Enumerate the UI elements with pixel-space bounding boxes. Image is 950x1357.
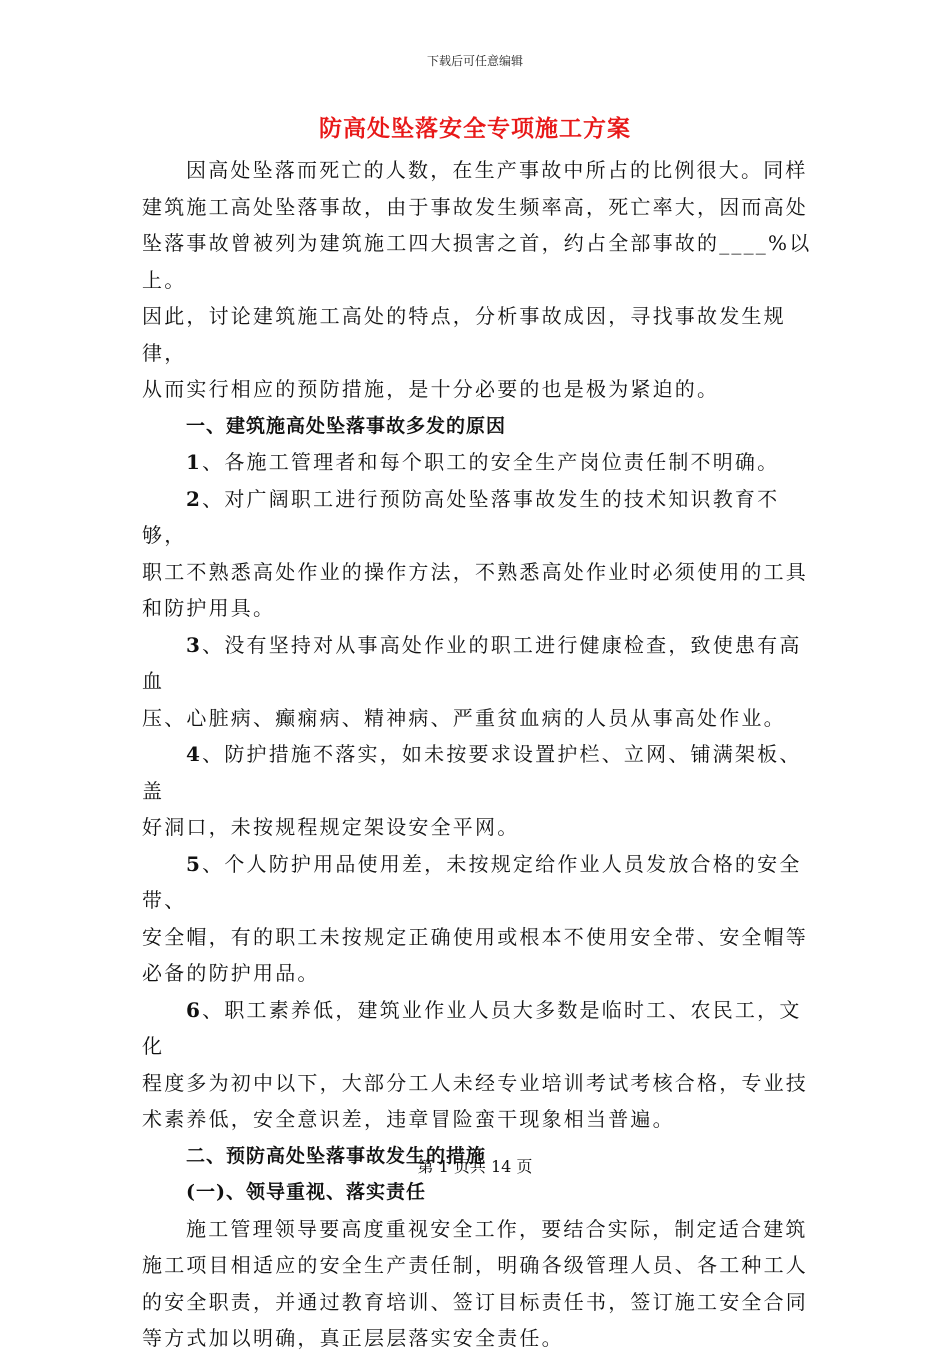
cause-item-2-number: 2: [186, 486, 203, 511]
section2-subheading: (一)、领导重视、落实责任: [186, 1181, 426, 1203]
cause-item-2: [142, 481, 814, 627]
cause-item-4-text: 、防护措施不落实，如未按要求设置护栏、立网、铺满架板、盖 好洞口，未按规程规定架设安全平网。: [142, 742, 802, 839]
cause-item-4: [142, 736, 814, 846]
cause-item-1-number: 1: [186, 450, 203, 474]
section1-heading: 一、建筑施高处坠落事故多发的原因: [186, 414, 507, 437]
cause-item-5-text: 、个人防护用品使用差，未按规定给作业人员发放合格的安全带、 安全帽，有的职工未按规定正确使用或根本不使用安全带、安全帽等 必备的防护用品。: [142, 851, 808, 985]
document-title: 防高处坠落安全专项施工方案: [319, 115, 631, 142]
header-note: 下载后可任意编辑: [426, 54, 523, 68]
cause-item-5-number: 5: [186, 851, 203, 876]
cause-item-6-text: 、职工素养低，建筑业作业人员大多数是临时工、农民工，文化 程度多为初中以下，大部分工人未经专业培训考试考核合格，专业技 术素养低，安全意识差，违章冒险蛮干现象相当普遍。: [142, 997, 808, 1131]
cause-item-6: [142, 992, 814, 1138]
cause-item-3: [142, 627, 814, 737]
cause-item-1: [142, 444, 814, 481]
section2-heading: 二、预防高处坠落事故发生的措施: [186, 1144, 487, 1167]
cause-item-6-number: 6: [186, 997, 203, 1022]
section2-paragraph: 施工管理领导要高度重视安全工作，要结合实际，制定适合建筑 施工项目相适应的安全生产责任制，明确各级管理人员、各工种工人 的安全职责，并通过教育培训、签订目标责任书，签订施工安全合同 等方式加以明确，真正层层落实安全责任。: [142, 1216, 808, 1350]
cause-item-3-text: 、没有坚持对从事高处作业的职工进行健康检查，致使患有高血 压、心脏病、癫痫病、精神病、严重贫血病的人员从事高处作业。: [142, 632, 802, 730]
page-footer: 第 1 页共 14 页: [417, 1157, 533, 1176]
intro-paragraph: 因高处坠落而死亡的人数，在生产事故中所占的比例很大。同样 建筑施工高处坠落事故，由于事故发生频率高，死亡率大，因而高处 坠落事故曾被列为建筑施工四大损害之首，约占全部事故的____%以上。 因此，讨论建筑施工高处的特点，分析事故成因，寻找事故发生规律， 从而实行相应的预防措施，是十分必要的也是极为紧迫的。: [142, 158, 812, 401]
cause-item-4-number: 4: [186, 742, 203, 766]
cause-item-1-text: 、各施工管理者和每个职工的安全生产岗位责任制不明确。: [202, 450, 780, 474]
cause-item-5: [142, 846, 814, 992]
cause-item-3-number: 3: [186, 632, 203, 657]
cause-item-2-text: 、对广阔职工进行预防高处坠落事故发生的技术知识教育不够， 职工不熟悉高处作业的操作方法，不熟悉高处作业时必须使用的工具 和防护用具。: [142, 486, 808, 620]
